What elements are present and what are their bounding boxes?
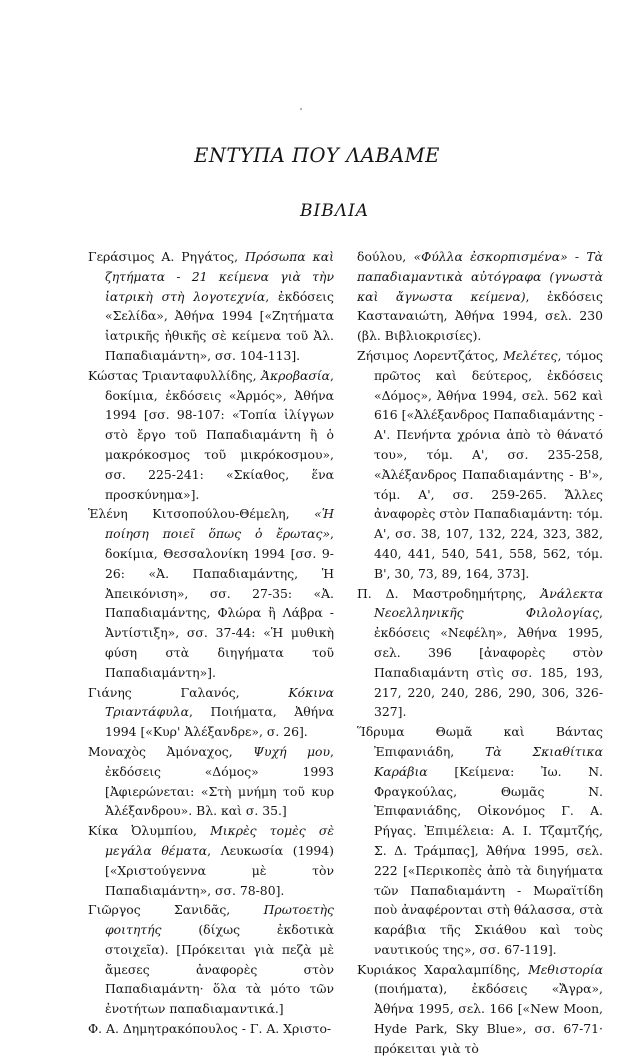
list-item: Κώστας Τριανταφυλλίδης, Ἀκροβασία, δοκίμια, ἐκδόσεις «Ἁρμός», Ἀθήνα 1994 [σσ. 98-107: «Τοπία ἰλίγγων στὸ ἔργο τοῦ Παπαδιαμάντη ἢ ὁ μακρόκοσμος τοῦ μικρόκοσμου», σσ. 225-241: «Σκίαθος, ἕνα προσκύνημα»]. <box>88 367 334 502</box>
section-heading: ΒΙΒΛΙΑ <box>300 201 369 221</box>
list-item: Γιάνης Γαλανός, Κόκινα Τριαντάφυλα, Ποιήματα, Ἀθήνα 1994 [«Κυρ' Ἀλέξανδρε», σ. 26]. <box>88 684 334 740</box>
list-item: Μοναχὸς Ἀμόναχος, Ψυχή μου, ἐκδόσεις «Δόμος» 1993 [Ἀφιερώνεται: «Στὴ μνήμη τοῦ κυρ Ἀλέξανδρου». Βλ. καὶ σ. 35.] <box>88 743 334 819</box>
list-item: δούλου, «Φύλλα ἐσκορπισμένα» - Τὰ παπαδιαμαντικὰ αὐτόγραφα (γνωστὰ καὶ ἄγνωστα κείμενα), ἐκδόσεις Κασταναιώτη, Ἀθήνα 1994, σελ. 230 (βλ. Βιβλιοκρισίες). <box>357 249 603 344</box>
list-item: Ἑλένη Κιτσοπούλου-Θέμελη, «Ἡ ποίηση ποιεῖ ὅπως ὁ ἔρωτας», δοκίμια, Θεσσαλονίκη 1994 [σσ. 9-26: «Ἀ. Παπαδιαμάντης, Ἡ Ἀπεικόνιση», σσ. 27-35: «Ἀ. Παπαδιαμάντης, Φλώρα ἢ Λάβρα - Ἀντίστιξη», σσ. 37-44: «Ἡ μυθικὴ φύση στὰ διηγήματα τοῦ Παπαδιαμάντη»]. <box>88 506 334 680</box>
list-item: Ἵδρυμα Θωμᾶ καὶ Βάντας Ἐπιφανιάδη, Τὰ Σκιαθίτικα Καράβια [Κείμενα: Ἰω. Ν. Φραγκούλας, Θωμᾶς Ν. Ἐπιφανιάδης, Οἰκονόμος Γ. Α. Ρήγας. Ἐπιμέλεια: Α. Ι. Τζαμτζής, Σ. Δ. Τράμπας], Ἀθήνα 1995, σελ. 222 [«Περικοπὲς ἀπὸ τὰ διηγήματα τῶν Παπαδιαμάντη - Μωραϊτίδη ποὺ ἀναφέρονται στὴ θάλασσα, στὰ καράβια τῆς Σκιάθου καὶ τοὺς ναυτικούς της», σσ. 67-119]. <box>357 724 603 957</box>
list-item: Γεράσιμος Α. Ρηγάτος, Πρόσωπα καὶ ζητήματα - 21 κείμενα γιὰ τὴν ἰατρικὴ στὴ λογοτεχνία, ἐκδόσεις «Σελίδα», Ἀθήνα 1994 [«Ζητήματα ἰατρικῆς ἠθικῆς σὲ κείμενα τοῦ Ἀλ. Παπαδιαμάντη», σσ. 104-113]. <box>88 249 334 363</box>
list-item: Κίκα Ὀλυμπίου, Μικρὲς τομὲς σὲ μεγάλα θέματα, Λευκωσία (1994) [«Χριστούγεννα μὲ τὸν Παπαδιαμάντη», σσ. 78-80]. <box>88 823 334 898</box>
list-item: Γιῶργος Σανιδᾶς, Πρωτοετὴς φοιτητής (δίχως ἐκδοτικὰ στοιχεῖα). [Πρόκειται γιὰ πεζὰ μὲ ἄμεσες ἀναφορὲς στὸν Παπαδιαμάντη· ὅλα τὰ μότο τῶν ἐνοτήτων παπαδιαμαντικά.] <box>88 902 334 1017</box>
page-title: ΕΝΤΥΠΑ ΠΟΥ ΛΑΒΑΜΕ <box>194 144 440 167</box>
list-item: Κυριάκος Χαραλαμπίδης, Μεθιστορία (ποιήματα), ἐκδόσεις «Ἄγρα», Ἀθήνα 1995, σελ. 166 [«New Moon, Hyde Park, Sky Blue», σσ. 67-71· πρόκειται γιὰ τὸ <box>357 961 603 1056</box>
left-column <box>88 247 334 1039</box>
list-item: Π. Δ. Μαστροδημήτρης, Ἀνάλεκτα Νεοελληνικῆς Φιλολογίας, ἐκδόσεις «Νεφέλη», Ἀθήνα 1995, σελ. 396 [ἀναφορὲς στὸν Παπαδιαμάντη στὶς σσ. 185, 193, 217, 220, 240, 286, 290, 306, 326-327]. <box>357 585 603 720</box>
list-item: Ζήσιμος Λορεντζάτος, Μελέτες, τόμος πρῶτος καὶ δεύτερος, ἐκδόσεις «Δόμος», Ἀθήνα 1994, σελ. 562 καὶ 616 [«Ἀλέξανδρος Παπαδιαμάντης - Α'. Πενήντα χρόνια ἀπὸ τὸ θάνατό του», τόμ. Α', σσ. 235-258, «Ἀλέξανδρος Παπαδιαμάντης - Β'», τόμ. Α', σσ. 259-265. Ἄλλες ἀναφορὲς στὸν Παπαδιαμάντη: τόμ. Α', σσ. 38, 107, 132, 224, 323, 382, 440, 441, 540, 541, 558, 562, τόμ. Β', 30, 73, 89, 164, 373]. <box>357 347 603 581</box>
print-speck <box>300 108 302 110</box>
right-column <box>357 247 603 1059</box>
list-item: Φ. Α. Δημητρακόπουλος - Γ. Α. Χριστο- <box>88 1021 332 1037</box>
